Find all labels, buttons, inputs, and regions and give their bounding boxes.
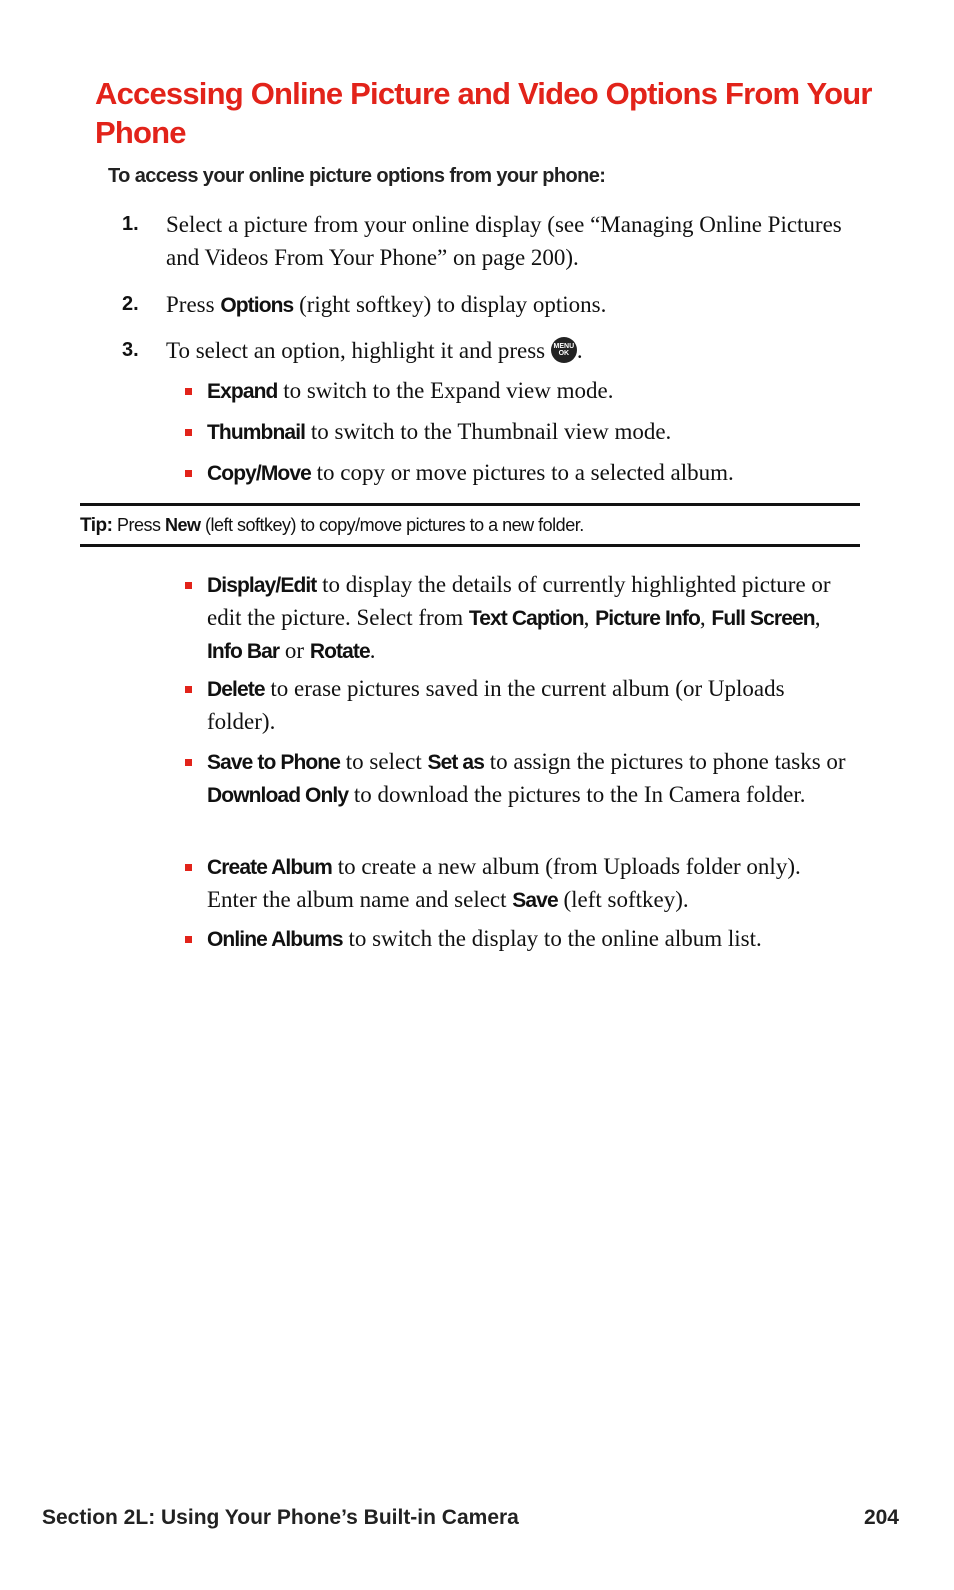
footer-section-title: Section 2L: Using Your Phone’s Built-in Camera xyxy=(42,1506,519,1529)
step-2 xyxy=(122,288,862,322)
options-key-label: Options xyxy=(220,294,294,317)
tip-label: Tip: xyxy=(80,515,113,536)
step-number: 1. xyxy=(122,213,139,235)
step-1 xyxy=(122,208,862,274)
step-text: Press Options (right softkey) to display options. xyxy=(166,292,607,317)
page-footer xyxy=(42,1506,899,1530)
option-thumbnail: Thumbnail to switch to the Thumbnail view mode. xyxy=(185,416,850,449)
option-save-to-phone: Save to Phone to select Set as to assign the pictures to phone tasks or Download Only to download the pictures to the In Camera folder. xyxy=(185,746,850,812)
step-text: To select an option, highlight it and press MENU OK . xyxy=(166,338,583,363)
option-create-album: Create Album to create a new album (from Uploads folder only). Enter the album name and select Save (left softkey). xyxy=(185,851,850,917)
step-text: Select a picture from your online display (see “Managing Online Pictures and Videos From Your Phone” on page 200). xyxy=(166,212,842,270)
bullet-square-icon xyxy=(185,429,192,436)
page-title: Accessing Online Picture and Video Options From Your Phone xyxy=(95,76,872,150)
bullet-square-icon xyxy=(185,388,192,395)
step-3 xyxy=(122,334,862,367)
menu-ok-key-icon: MENU OK xyxy=(551,337,577,363)
option-copy-move: Copy/Move to copy or move pictures to a selected album. xyxy=(185,457,850,490)
bullet-square-icon xyxy=(185,759,192,766)
step-number: 2. xyxy=(122,293,139,315)
option-display-edit: Display/Edit to display the details of currently highlighted picture or edit the picture. Select from Text Caption, Picture Info, Full Screen, Info Bar or Rotate. xyxy=(185,569,850,668)
page-number: 204 xyxy=(863,1506,899,1529)
option-delete: Delete to erase pictures saved in the current album (or Uploads folder). xyxy=(185,673,850,738)
tip-box: Tip: Press New (left softkey) to copy/move pictures to a new folder. xyxy=(80,503,860,547)
option-expand: Expand to switch to the Expand view mode. xyxy=(185,375,850,408)
bullet-square-icon xyxy=(185,864,192,871)
bullet-square-icon xyxy=(185,582,192,589)
option-online-albums: Online Albums to switch the display to the online album list. xyxy=(185,923,850,956)
bullet-square-icon xyxy=(185,470,192,477)
step-number: 3. xyxy=(122,339,139,361)
intro-heading: To access your online picture options from your phone: xyxy=(108,165,606,187)
bullet-square-icon xyxy=(185,686,192,693)
bullet-square-icon xyxy=(185,936,192,943)
